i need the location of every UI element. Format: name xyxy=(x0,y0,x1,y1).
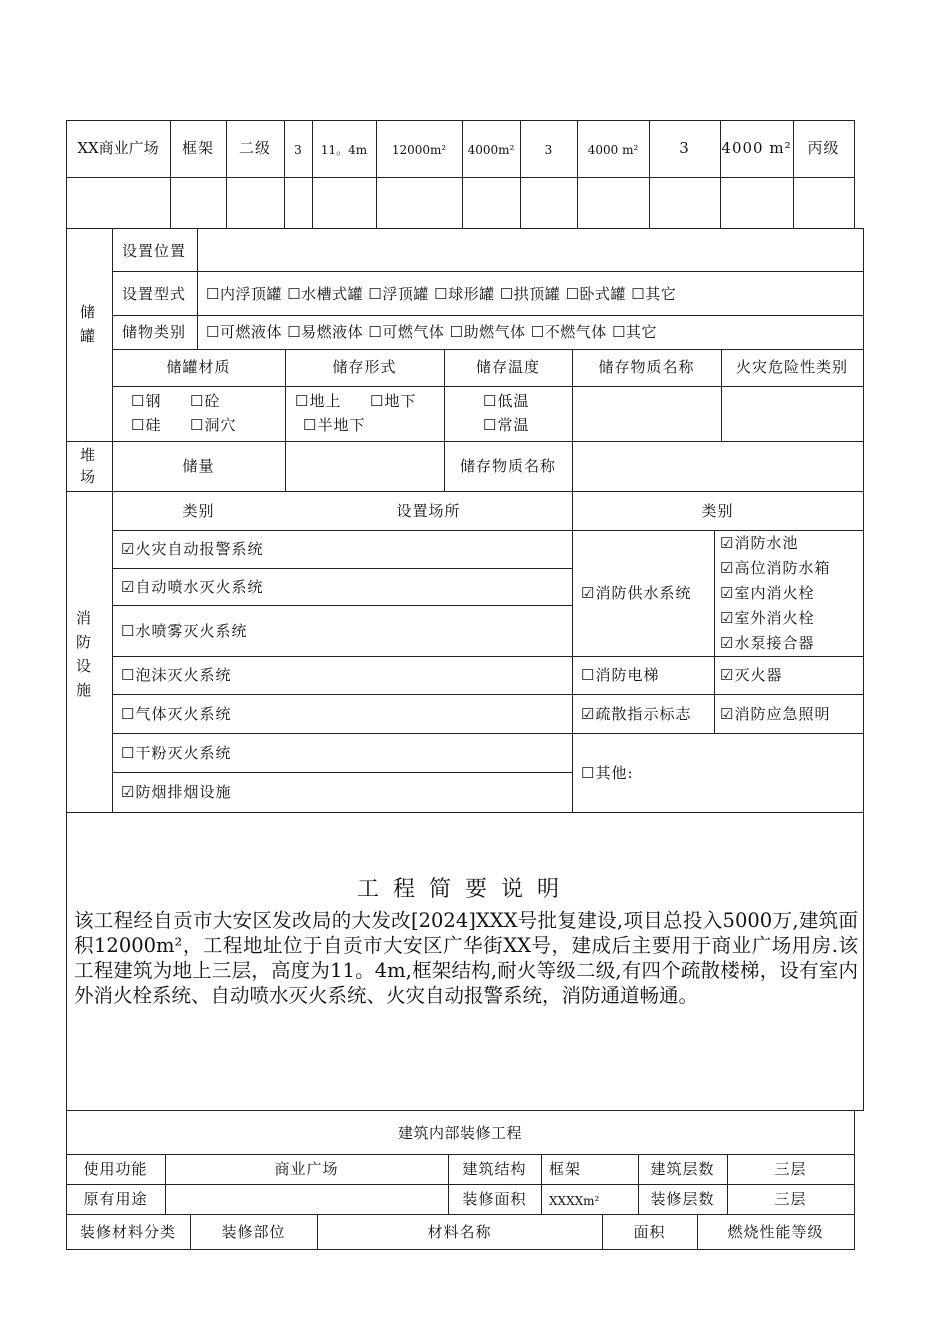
cell-c10: 3 xyxy=(679,139,690,157)
deco-floors-value: 三层 xyxy=(774,1190,807,1208)
tank-header-form: 储存形式 xyxy=(332,358,397,376)
yard-substance-label: 储存物质名称 xyxy=(459,457,556,475)
building-structure: 框架 xyxy=(181,139,214,157)
original-use-label: 原有用途 xyxy=(83,1190,148,1208)
fire-header-category: 类别 xyxy=(182,502,215,520)
form-below-checkbox[interactable]: ☐地下 xyxy=(370,392,417,410)
gas-checkbox[interactable]: ☐气体灭火系统 xyxy=(121,705,232,723)
smoke-control-checkbox[interactable]: ☑防烟排烟设施 xyxy=(121,783,232,801)
foam-checkbox[interactable]: ☐泡沫灭火系统 xyxy=(121,666,232,684)
tank-header-substance: 储存物质名称 xyxy=(598,358,695,376)
form-semi-checkbox[interactable]: ☐半地下 xyxy=(303,416,366,434)
fire-elevator-checkbox[interactable]: ☐消防电梯 xyxy=(581,666,660,684)
hazard-class: 丙级 xyxy=(807,139,840,157)
deco-header-material: 材料名称 xyxy=(427,1223,492,1241)
decoration-title: 建筑内部装修工程 xyxy=(397,1124,522,1142)
description-body: 该工程经自贡市大安区发改局的大发改[2024]XXX号批复建设,项目总投入5000万,建筑面积12000m²，工程地址位于自贡市大安区广华街XX号，建成后主要用于商业广场用房.该工程建筑为地上三层，高度为11。4m,框架结构,耐火等级二级,有四个疏散楼梯，设有室内外消火栓系统、自动喷水灭火系统、火灾自动报警系统，消防通道畅通。 xyxy=(74,909,858,1007)
tank-position-label: 设置位置 xyxy=(122,242,187,260)
deco-floors-label: 装修层数 xyxy=(650,1190,715,1208)
fire-section-label: 消防设施 xyxy=(76,609,93,699)
extinguisher-checkbox[interactable]: ☑灭火器 xyxy=(720,666,783,684)
tank-header-material: 储罐材质 xyxy=(166,358,231,376)
outdoor-hydrant-checkbox[interactable]: ☑室外消火栓 xyxy=(720,609,815,627)
fire-pool-checkbox[interactable]: ☑消防水池 xyxy=(720,534,799,552)
fire-header-location: 设置场所 xyxy=(396,502,461,520)
high-tank-checkbox[interactable]: ☑高位消防水箱 xyxy=(720,559,831,577)
tank-storage-label: 储物类别 xyxy=(122,323,187,341)
tank-storage-options: ☐可燃液体 ☐易燃液体 ☐可燃气体 ☐助燃气体 ☐不燃气体 ☐其它 xyxy=(206,323,658,341)
deco-header-category: 装修材料分类 xyxy=(79,1223,176,1241)
description-title: 工程简要说明 xyxy=(356,877,573,902)
water-mist-checkbox[interactable]: ☐水喷雾灭火系统 xyxy=(121,622,248,640)
floor-area: 4000m² xyxy=(467,143,515,157)
yard-amount-label: 储量 xyxy=(182,457,215,475)
cell-c11: 4000 m² xyxy=(721,139,792,157)
indoor-hydrant-checkbox[interactable]: ☑室内消火栓 xyxy=(720,584,815,602)
tank-header-temp: 储存温度 xyxy=(475,358,540,376)
temp-low-checkbox[interactable]: ☐低温 xyxy=(483,392,530,410)
other-checkbox[interactable]: ☐其他: xyxy=(581,764,634,782)
fire-header-category2: 类别 xyxy=(701,502,734,520)
floor-count: 3 xyxy=(294,143,302,157)
tank-header-hazard: 火灾危险性类别 xyxy=(735,358,848,376)
tank-type-options: ☐内浮顶罐 ☐水槽式罐 ☐浮顶罐 ☐球形罐 ☐拱顶罐 ☐卧式罐 ☐其它 xyxy=(206,285,677,303)
material-silicon-checkbox[interactable]: ☐硅 xyxy=(131,416,162,434)
use-value: 商业广场 xyxy=(274,1160,339,1178)
water-supply-checkbox[interactable]: ☑消防供水系统 xyxy=(581,584,692,602)
deco-area-label: 装修面积 xyxy=(462,1190,527,1208)
cell-c8: 3 xyxy=(544,143,553,157)
deco-header-fire-grade: 燃烧性能等级 xyxy=(727,1223,824,1241)
fire-rating: 二级 xyxy=(238,139,271,157)
tank-type-label: 设置型式 xyxy=(122,285,187,303)
yard-section-label: 堆场 xyxy=(80,446,97,486)
material-concrete-checkbox[interactable]: ☐砼 xyxy=(190,392,221,410)
total-area: 12000m² xyxy=(391,143,447,157)
deco-header-area: 面积 xyxy=(633,1223,666,1241)
structure-value: 框架 xyxy=(549,1160,582,1178)
pump-adapter-checkbox[interactable]: ☑水泵接合器 xyxy=(720,634,815,652)
structure-label: 建筑结构 xyxy=(462,1160,527,1178)
temp-normal-checkbox[interactable]: ☐常温 xyxy=(483,416,530,434)
floors-label: 建筑层数 xyxy=(650,1160,715,1178)
material-cave-checkbox[interactable]: ☐洞穴 xyxy=(190,416,237,434)
deco-header-part: 装修部位 xyxy=(221,1223,286,1241)
evac-sign-checkbox[interactable]: ☑疏散指示标志 xyxy=(581,705,692,723)
building-height: 11。4m xyxy=(320,143,368,157)
emergency-light-checkbox[interactable]: ☑消防应急照明 xyxy=(720,705,831,723)
use-label: 使用功能 xyxy=(83,1160,148,1178)
dry-powder-checkbox[interactable]: ☐干粉灭火系统 xyxy=(121,744,232,762)
building-name: XX商业广场 xyxy=(77,139,159,157)
form-above-checkbox[interactable]: ☐地上 xyxy=(295,392,342,410)
deco-area-value: XXXXm² xyxy=(549,1194,600,1208)
sprinkler-checkbox[interactable]: ☑自动喷水灭火系统 xyxy=(121,578,264,596)
fire-alarm-checkbox[interactable]: ☑火灾自动报警系统 xyxy=(121,540,264,558)
cell-c9: 4000 m² xyxy=(587,143,639,157)
material-steel-checkbox[interactable]: ☐钢 xyxy=(131,392,162,410)
tank-section-label: 储罐 xyxy=(80,303,97,345)
floors-value: 三层 xyxy=(774,1160,807,1178)
